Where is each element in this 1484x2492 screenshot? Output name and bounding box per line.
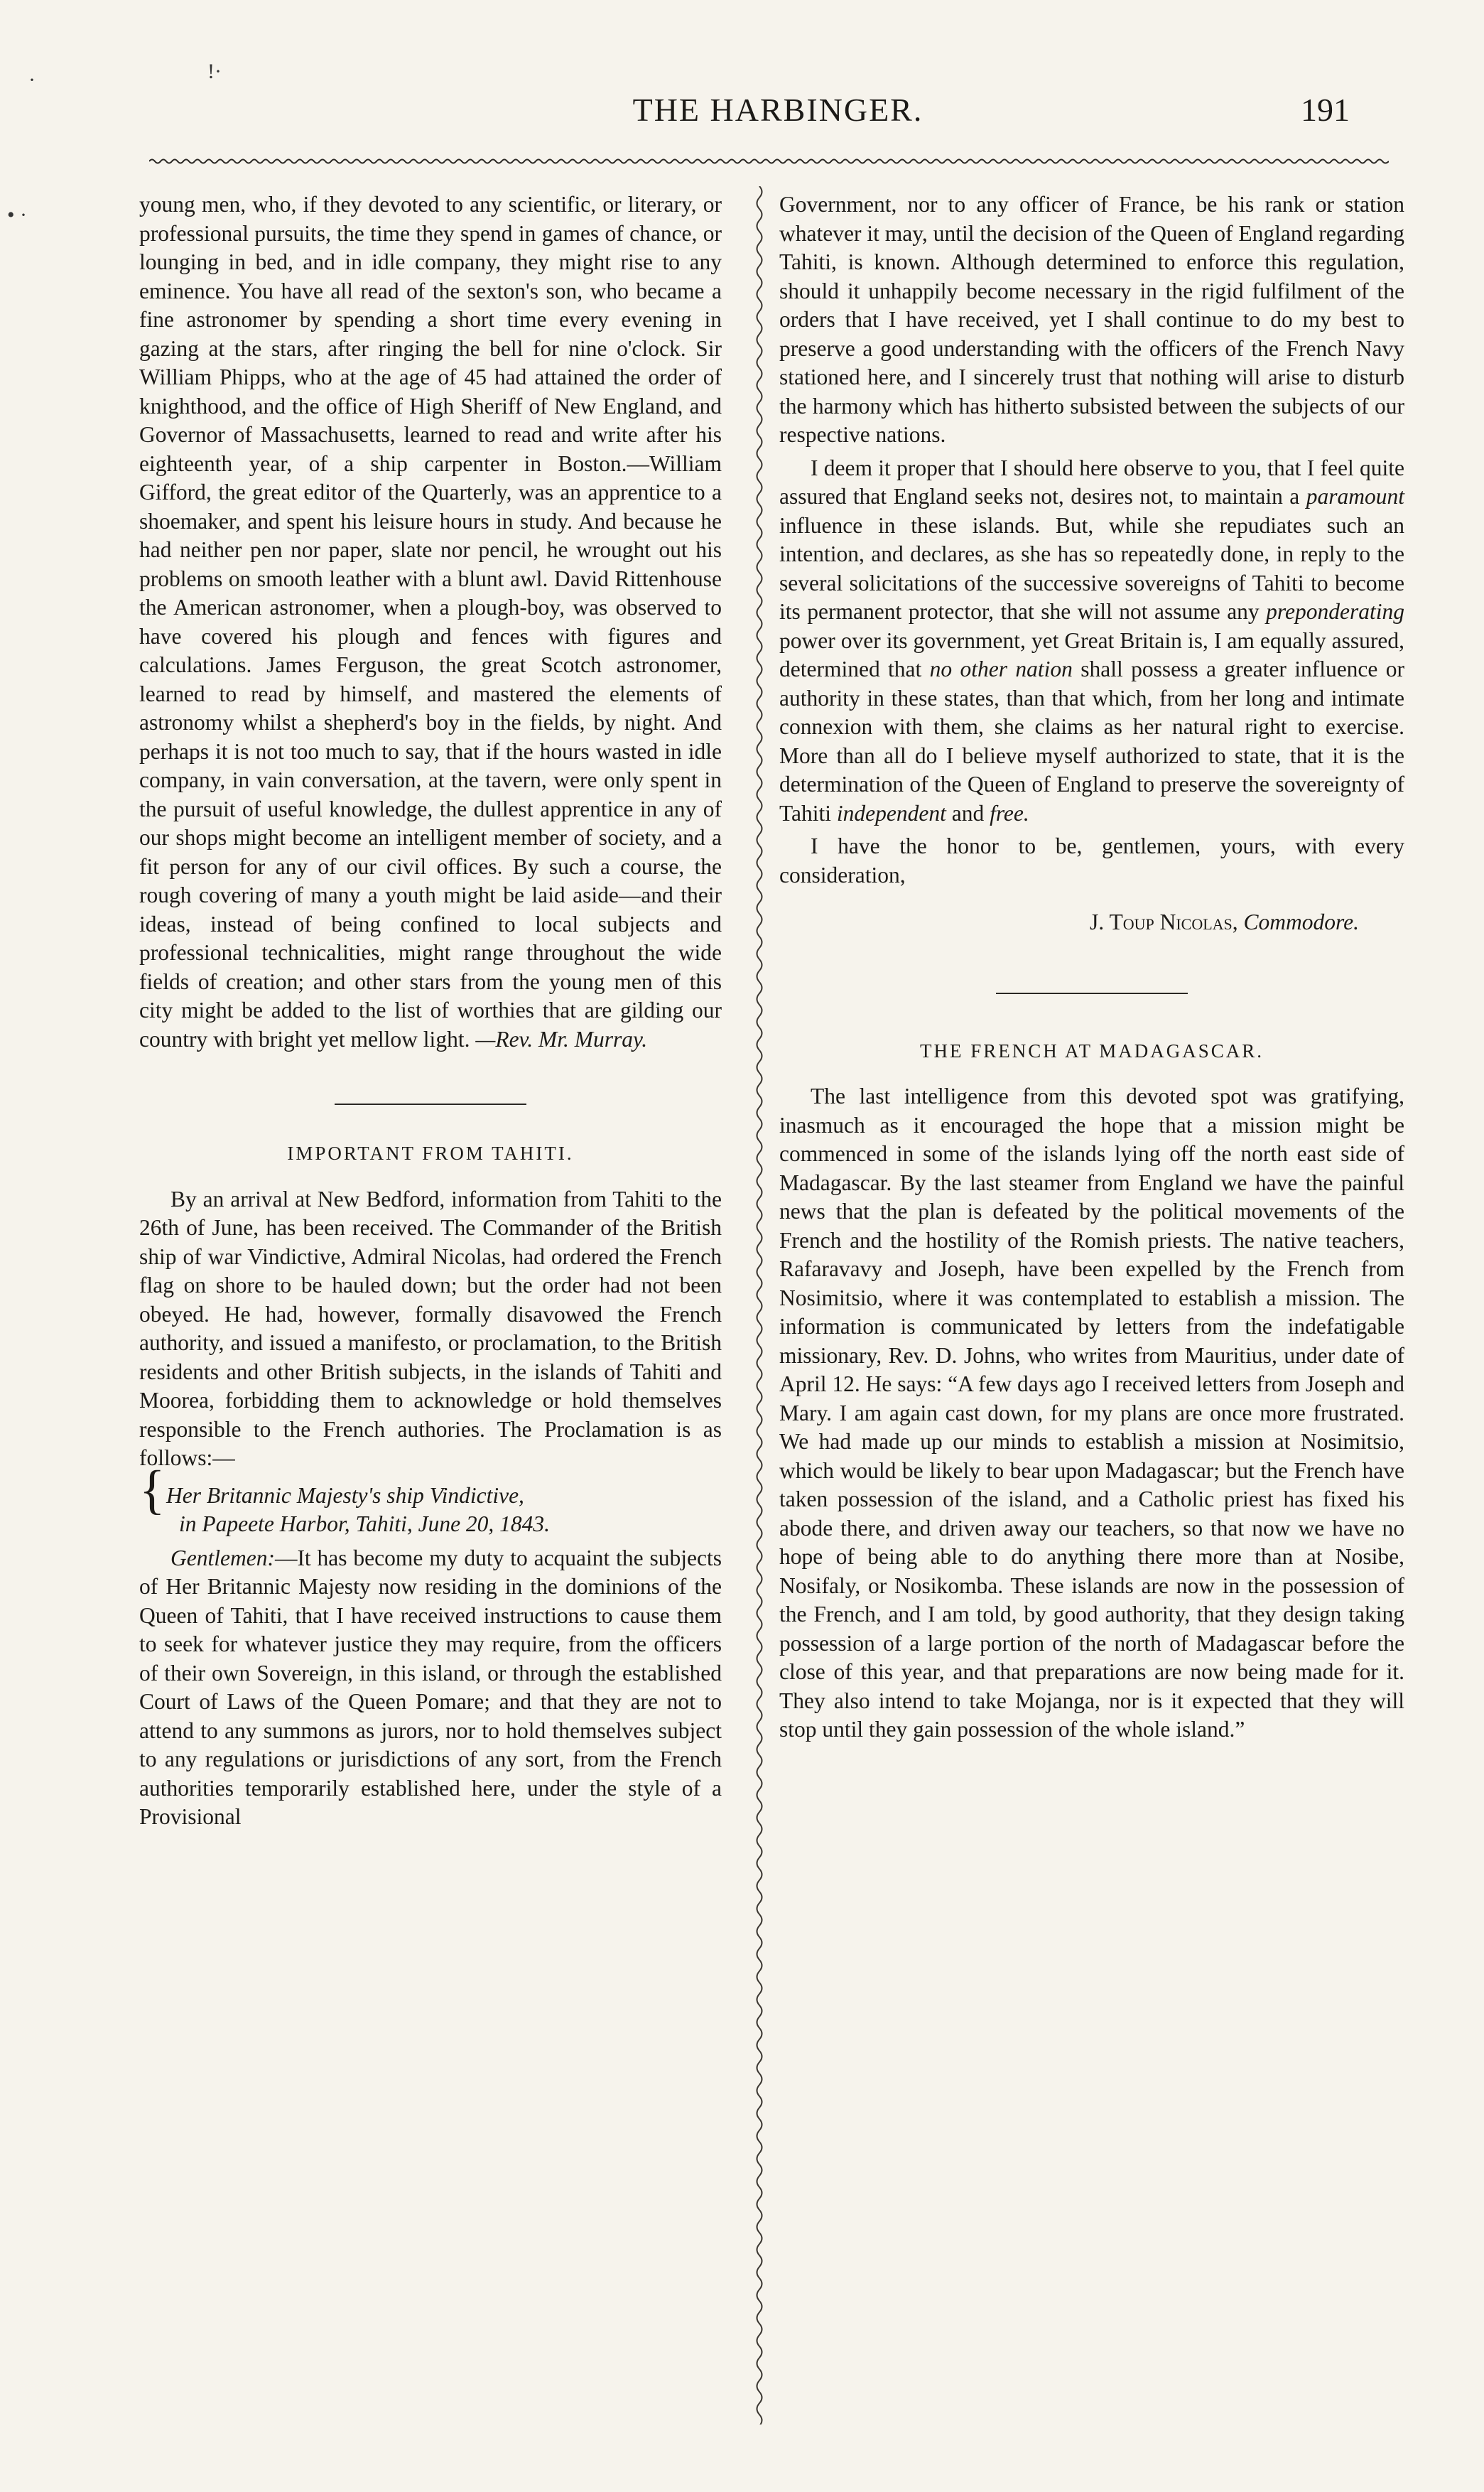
page-header bbox=[206, 85, 1350, 149]
signature-title: Commodore. bbox=[1243, 910, 1359, 934]
left-paragraph-3 bbox=[139, 1544, 722, 1832]
rp2-em-preponderating: preponderating bbox=[1266, 599, 1404, 624]
header-wavy-rule bbox=[149, 158, 1389, 165]
signature bbox=[779, 908, 1404, 937]
margin-mark-left: • · bbox=[7, 203, 27, 227]
margin-mark-header: !· bbox=[207, 60, 222, 83]
running-title: THE HARBINGER. bbox=[632, 92, 924, 128]
section-divider bbox=[335, 1104, 526, 1105]
right-paragraph-4: The last intelligence from this devoted spot was gratifying, inasmuch as it encouraged the hope that a mission might be commenced in some of the islands lying off the north east side of Madagascar. By the last steamer from England we have the painful news that the plan is defeated by the political movements of the French and the hostility of the Romish priests. The native teachers, Rafaravavy and Joseph, have been expelled by the French from Nosimitsio, where it was contemplated to establish a mission. The information is communicated by letters from the indefatigable missionary, Rev. D. Johns, who writes from Mauritius, under date of April 12. He says: “A few days ago I received letters from Joseph and Mary. I am again cast down, for my plans are once more frustrated. We had made up our minds to establish a mission at Nosimitsio, which would be likely to bear upon Madagascar; but the French have taken possession of the island, and a Catholic priest has fixed his abode there, and driven away our teachers, so that now we have no hope of being able to do anything there more than at Nosibe, Nosifaly, or Nosikomba. These islands are now in the possession of the French, and I am told, by good authority, that they design taking possession of a large portion of the north of Madagascar before the close of this year, and that preparations are now being made for it. They also intend to take Mojanga, nor is it expected that they will stop until they gain possession of the whole island.” bbox=[779, 1084, 1404, 1742]
right-column bbox=[779, 190, 1404, 1744]
rp2-e: and bbox=[951, 800, 985, 826]
rp2-em-no-other-nation: no other nation bbox=[929, 657, 1073, 681]
right-paragraph-1: Government, nor to any officer of France, be his rank or station whatever it may, until the decision of the Queen of England regarding Tahiti, is known. Although determined to enforce this regulation, should it unhappily become necessary in the rigid fulfilment of the orders that I have received, yet I shall continue to do my best to preserve a good understanding with the officers of the French Navy stationed here, and I sincerely trust that nothing will arise to disturb the harmony which has hitherto subsisted between the subjects of our respective nations. bbox=[779, 192, 1404, 447]
signature-name: J. Toup Nicolas, bbox=[1090, 910, 1238, 934]
right-paragraph-2 bbox=[779, 454, 1404, 829]
right-paragraph-3: I have the honor to be, gentlemen, yours, with every consideration, bbox=[779, 834, 1404, 888]
section-divider-right bbox=[996, 993, 1188, 994]
dateline-line-2: in Papeete Harbor, Tahiti, June 20, 1843. bbox=[179, 1511, 551, 1536]
rp2-c: power over its government, yet Great Britain is, I am equally assured, determined that bbox=[779, 627, 1404, 681]
rp2-a: I deem it proper that I should here observe to you, that I feel quite assured that England seeks not, desires not, to maintain a bbox=[779, 455, 1404, 509]
left-paragraph-1 bbox=[139, 190, 722, 1054]
column-wavy-rule bbox=[752, 186, 767, 2424]
left-paragraph-2: By an arrival at New Bedford, information from Tahiti to the 26th of June, has been received. The Commander of the British ship of war Vindictive, Admiral Nicolas, had ordered the French flag on shore to be hauled down; but the order had not been obeyed. He had, however, formally disavowed the French authority, and issued a manifesto, or proclamation, to the British residents and other British subjects, in the islands of Tahiti and Moorea, forbidding them to acknowledge or hold themselves responsible to the French authories. The Proclamation is as follows:— bbox=[139, 1186, 722, 1470]
rp2-em-paramount: paramount bbox=[1306, 484, 1405, 509]
left-paragraph-1-text: young men, who, if they devoted to any scientific, or literary, or professional pursuits, the time they spend in games of chance, or lounging in bed, and in idle company, they might rise to any eminence. You have all read of the sexton's son, who became a fine astronomer by spending a short time every evening in gazing at the stars, after ringing the bell for nine o'clock. Sir William Phipps, who at the age of 45 had attained the order of knighthood, and the office of High Sheriff of New England, and Governor of Massachusetts, learned to read and write after his eighteenth year, of a ship carpenter in Boston.—William Gifford, the great editor of the Quarterly, was an apprentice to a shoemaker, and spent his leisure hours in study. And because he had neither pen nor paper, slate nor pencil, he wrought out his problems on smooth leather with a blunt awl. David Rittenhouse the American astronomer, when a plough-boy, was observed to have covered his plough and fences with figures and calculations. James Ferguson, the great Scotch astronomer, learned to read by himself, and mastered the elements of astronomy whilst a shepherd's boy in the fields, by night. And perhaps it is not too much to say, that if the hours wasted in idle company, in vain conversation, at the tavern, were only spent in the pursuit of useful knowledge, the dullest apprentice in any of our shops might become an intelligent member of society, and a fit person for any of our civil offices. By such a course, the rough covering of many a youth might be laid aside—and their ideas, instead of being confined to local subjects and professional technicalities, might range throughout the wide fields of creation; and other stars from the young men of this city might be added to the list of worthies that are gilding our country with bright yet mellow light. bbox=[139, 192, 722, 1052]
left-column bbox=[139, 190, 722, 1832]
section-title-tahiti: IMPORTANT FROM TAHITI. bbox=[287, 1143, 574, 1164]
proclamation-dateline bbox=[139, 1460, 722, 1538]
dateline-line-1: Her Britannic Majesty's ship Vindictive, bbox=[166, 1482, 524, 1508]
left-paragraph-3-text: —It has become my duty to acquaint the subjects of Her Britannic Majesty now residing in the dominions of the Queen of Tahiti, that I have received instructions to cause them to seek for whatever justice they may require, from the officers of their own Sovereign, in this island, or through the established Court of Laws of the Queen Pomare; and that they are not to attend to any summons as jurors, nor to hold themselves subject to any regulations or jurisdictions of any sort, from the French authorities temporarily established here, under the style of a Provisional bbox=[139, 1545, 722, 1829]
salutation: Gentlemen: bbox=[170, 1545, 275, 1570]
brace-mark: { bbox=[139, 1460, 166, 1520]
section-title-madagascar: THE FRENCH AT MADAGASCAR. bbox=[919, 1040, 1264, 1062]
margin-mark-top-left: · bbox=[28, 68, 36, 92]
page-number: 191 bbox=[1301, 92, 1350, 128]
rp2-em-free: free. bbox=[990, 800, 1029, 826]
attribution: —Rev. Mr. Murray. bbox=[475, 1026, 648, 1052]
rp2-em-independent: independent bbox=[836, 800, 946, 826]
rp2-d: shall possess a greater influence or authority in these states, than that which, from her long and intimate connexion with them, she claims as her natural right to exercise. More than all do I believe myself authorized to state, that it is the determination of the Queen of England to preserve the sovereignty of Tahiti bbox=[779, 657, 1404, 826]
rp2-b: influence in these islands. But, while she repudiates such an intention, and declares, as she has so repeatedly done, in reply to the several solicitations of the successive sovereigns of Tahiti to become its permanent protector, that she will not assume any bbox=[779, 512, 1404, 624]
